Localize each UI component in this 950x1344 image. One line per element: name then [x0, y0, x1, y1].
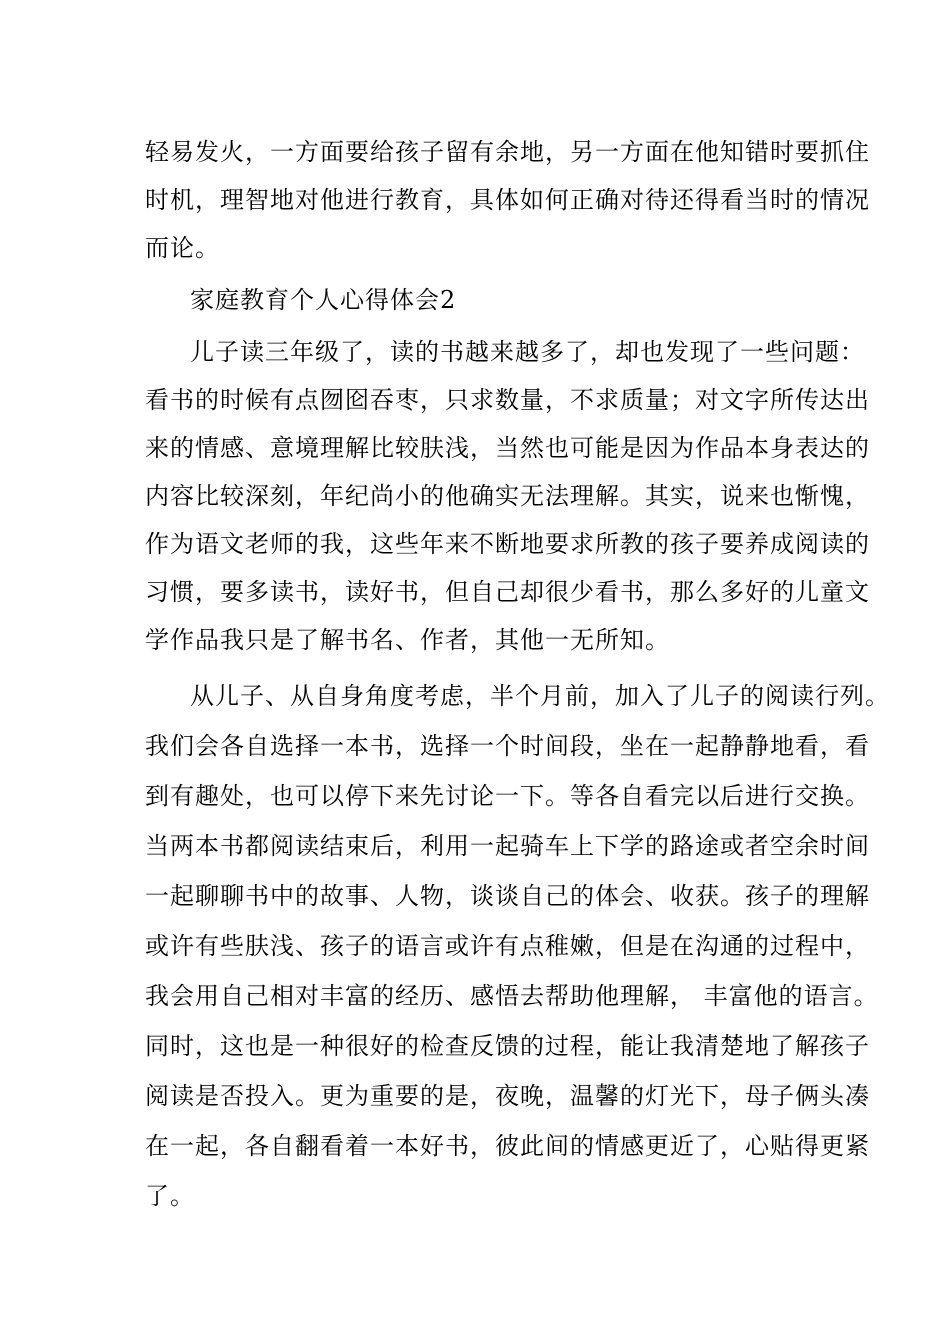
text-line: 当两本书都阅读结束后，利用一起骑车上下学的路途或者空余时间 — [145, 832, 870, 860]
text-line: 我会用自己相对丰富的经历、感悟去帮助他理解， 丰富他的语言。 — [145, 982, 879, 1010]
text-line: 习惯，要多读书，读好书，但自己却很少看书，那么多好的儿童文 — [145, 578, 870, 606]
text-line: 了。 — [145, 1182, 195, 1210]
text-line: 作为语文老师的我，这些年来不断地要求所教的孩子要养成阅读的 — [145, 530, 870, 558]
text-line: 时机，理智地对他进行教育，具体如何正确对待还得看当时的情况 — [145, 186, 870, 214]
text-line: 看书的时候有点囫囵吞枣，只求数量，不求质量；对文字所传达出 — [145, 386, 870, 414]
paragraph-start-line: 儿子读三年级了，读的书越来越多了，却也发现了一些问题： — [190, 338, 865, 366]
text-line: 一起聊聊书中的故事、人物，谈谈自己的体会、收获。孩子的理解 — [145, 882, 870, 910]
text-line: 轻易发火，一方面要给孩子留有余地，另一方面在他知错时要抓住 — [145, 138, 870, 166]
text-line: 或许有些肤浅、孩子的语言或许有点稚嫩，但是在沟通的过程中， — [145, 932, 870, 960]
section-heading: 家庭教育个人心得体会2 — [190, 286, 457, 314]
text-line: 在一起，各自翻看着一本好书，彼此间的情感更近了，心贴得更紧 — [145, 1132, 870, 1160]
text-line: 内容比较深刻，年纪尚小的他确实无法理解。其实，说来也惭愧， — [145, 482, 870, 510]
text-line: 同时，这也是一种很好的检查反馈的过程，能让我清楚地了解孩子 — [145, 1032, 870, 1060]
text-line: 而论。 — [145, 234, 220, 262]
text-line: 到有趣处，也可以停下来先讨论一下。等各自看完以后进行交换。 — [145, 782, 870, 810]
paragraph-start-line: 从儿子、从自身角度考虑，半个月前，加入了儿子的阅读行列。 — [190, 682, 890, 710]
text-line: 来的情感、意境理解比较肤浅，当然也可能是因为作品本身表达的 — [145, 434, 870, 462]
text-line: 学作品我只是了解书名、作者，其他一无所知。 — [145, 626, 670, 654]
text-line: 我们会各自选择一本书，选择一个时间段，坐在一起静静地看，看 — [145, 732, 870, 760]
text-line: 阅读是否投入。更为重要的是，夜晚，温馨的灯光下，母子俩头凑 — [145, 1082, 870, 1110]
